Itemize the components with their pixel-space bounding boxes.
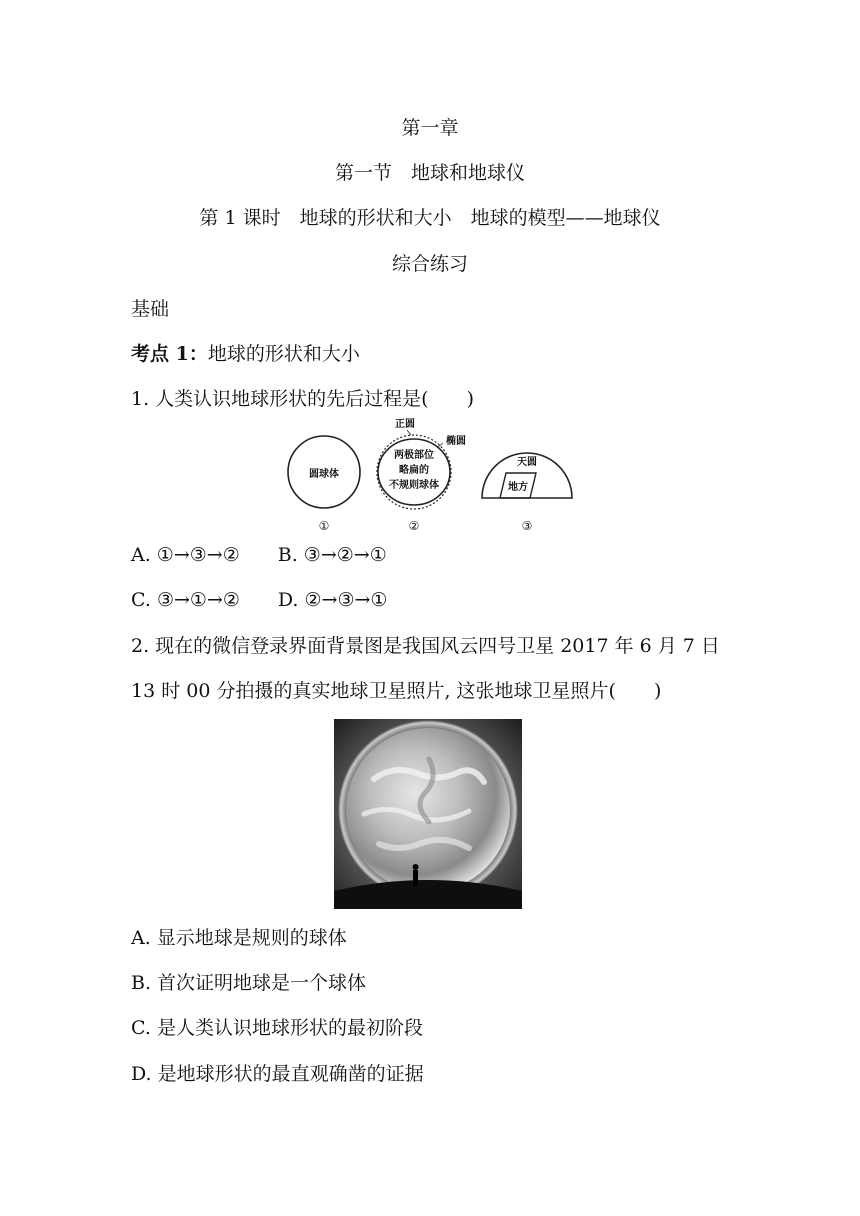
question-2-option-c: C. 是人类认识地球形状的最初阶段	[131, 1017, 423, 1039]
satellite-earth-photo	[334, 719, 522, 909]
ellipse-label: 椭圆	[446, 436, 466, 447]
question-1-options-row-1: A. ①→③→② B. ③→②→①	[131, 544, 387, 566]
chapter-title: 第一章	[401, 117, 459, 139]
question-2-option-d: D. 是地球形状的最直观确凿的证据	[131, 1063, 424, 1085]
irregular-label-2: 略扁的	[399, 465, 429, 476]
round-sky-label: 天圆	[517, 457, 537, 468]
earth-shape-figure	[280, 416, 580, 538]
figure-number-3: ③	[521, 519, 533, 533]
figure-number-1: ①	[318, 519, 330, 533]
lesson-title: 第 1 课时 地球的形状和大小 地球的模型——地球仪	[199, 207, 661, 229]
perfect-circle-label: 正圆	[395, 419, 415, 430]
section-title: 第一节 地球和地球仪	[334, 162, 525, 184]
question-1-stem: 1. 人类认识地球形状的先后过程是( )	[131, 388, 474, 410]
question-2-stem-line-2: 13 时 00 分拍摄的真实地球卫星照片, 这张地球卫星照片( )	[131, 680, 662, 702]
level-label: 基础	[131, 298, 170, 320]
topic-text: 地球的形状和大小	[207, 343, 360, 365]
practice-title: 综合练习	[391, 253, 468, 275]
topic-sep: ：	[188, 343, 208, 365]
question-2-option-b: B. 首次证明地球是一个球体	[131, 972, 367, 994]
standing-person	[413, 870, 418, 886]
square-earth-label: 地方	[508, 482, 528, 493]
irregular-label-3: 不规则球体	[389, 480, 439, 491]
sphere-label: 圆球体	[309, 469, 339, 480]
irregular-label-1: 两极部位	[394, 450, 434, 461]
topic-heading	[131, 341, 360, 367]
topic-label: 考点 1	[131, 343, 189, 365]
question-2-option-a: A. 显示地球是规则的球体	[131, 927, 347, 949]
question-1-options-row-2: C. ③→①→② D. ②→③→①	[131, 589, 388, 611]
question-2-stem-line-1: 2. 现在的微信登录界面背景图是我国风云四号卫星 2017 年 6 月 7 日	[131, 635, 720, 657]
figure-number-2: ②	[408, 519, 420, 533]
